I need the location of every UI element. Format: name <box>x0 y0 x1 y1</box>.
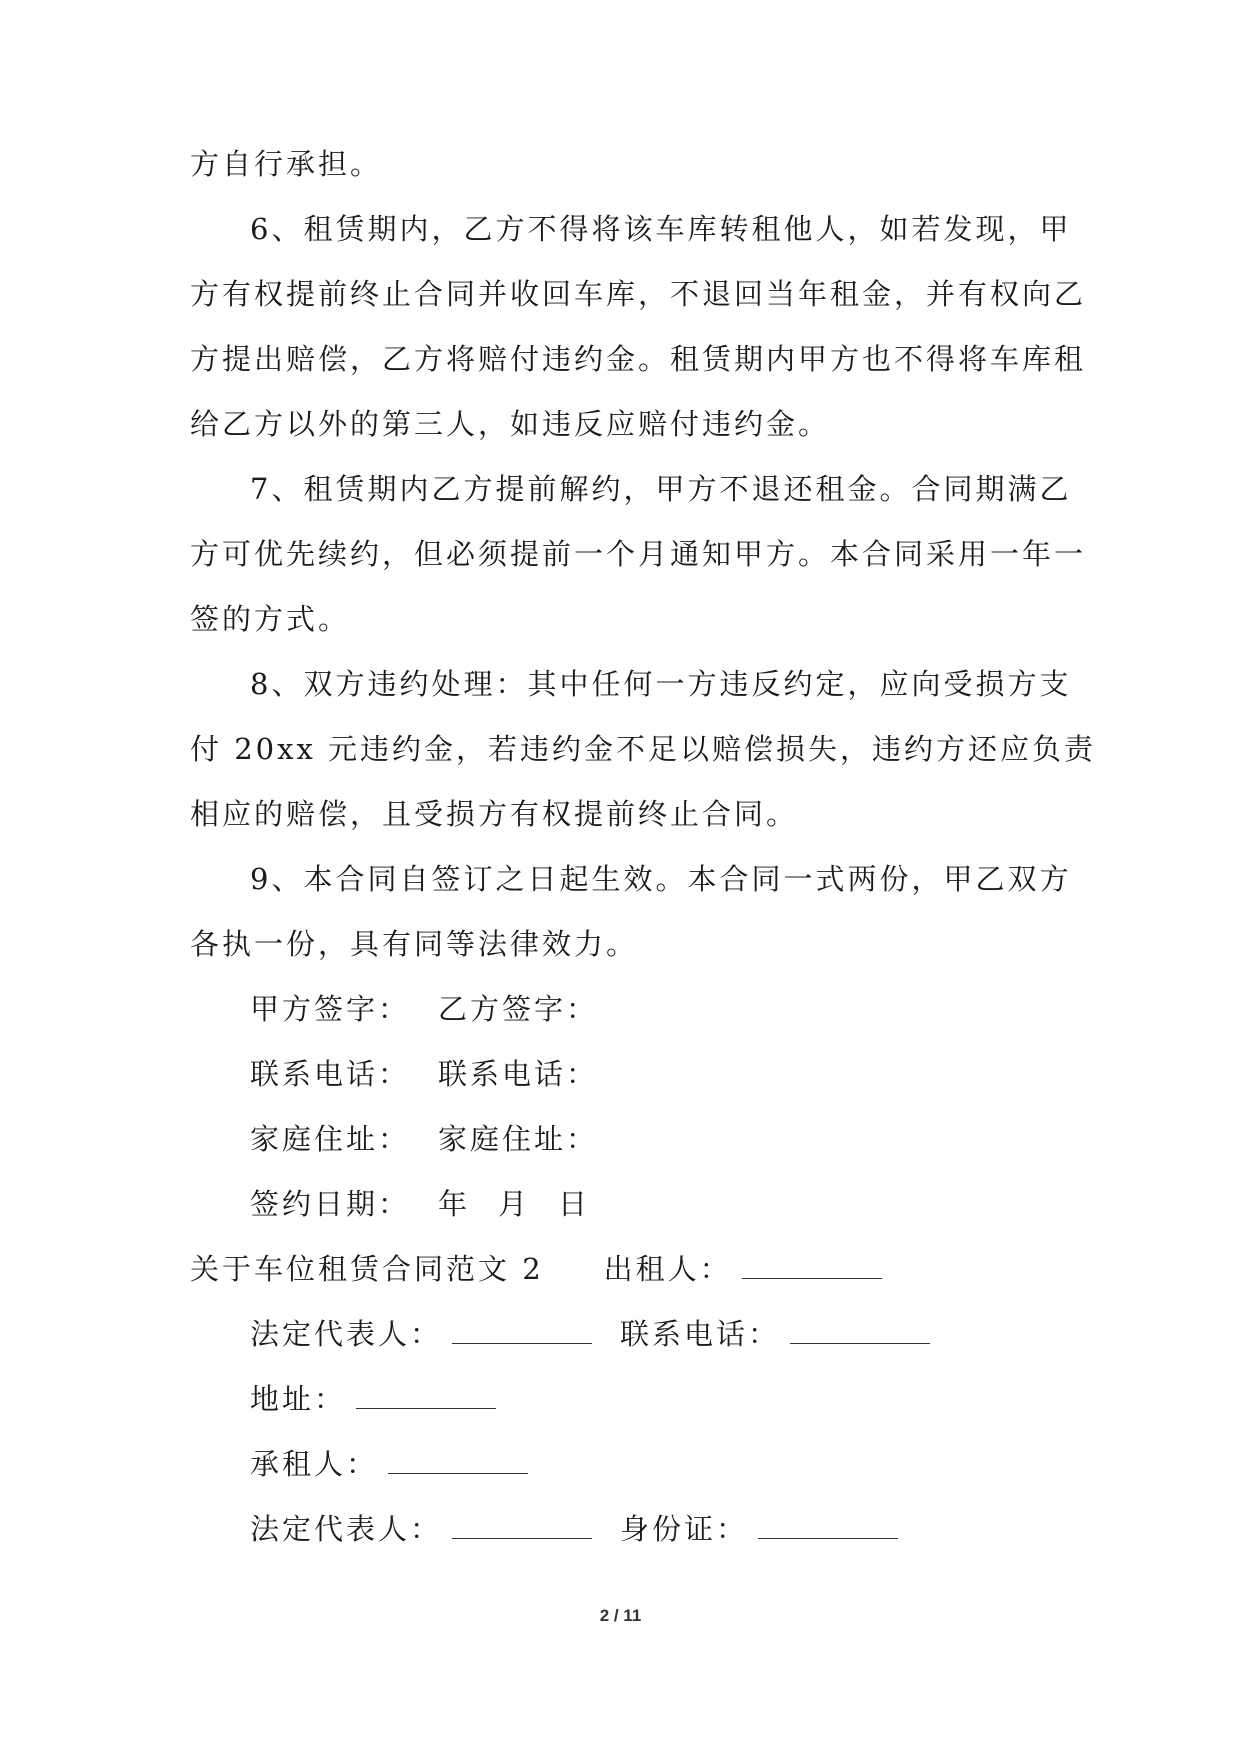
paragraph-9-line: 9、本合同自签订之日起生效。本合同一式两份，甲乙双方 <box>250 862 1072 896</box>
address-row-2 <box>190 1367 1050 1432</box>
paragraph-6-line: 6、租赁期内，乙方不得将该车库转租他人，如若发现，甲 <box>250 212 1072 246</box>
paragraph-6-line: 给乙方以外的第三人，如违反应赔付违约金。 <box>190 407 831 441</box>
date-year: 年 <box>438 1187 471 1221</box>
sign-date-label: 签约日期： <box>250 1187 411 1221</box>
paragraph-6-line: 方提出赔偿，乙方将赔付违约金。租赁期内甲方也不得将车库租 <box>190 342 1087 376</box>
lessor-label: 出租人： <box>603 1252 732 1286</box>
text-line: 方自行承担。 <box>190 147 383 181</box>
phone-row <box>190 1042 1050 1107</box>
paragraph-9-line: 各执一份，具有同等法律效力。 <box>190 927 639 961</box>
party-a-phone-label: 联系电话： <box>250 1057 411 1091</box>
legal-rep-blank-2 <box>452 1516 592 1539</box>
phone-label: 联系电话： <box>620 1317 781 1351</box>
page-number: 2 / 11 <box>599 1606 642 1625</box>
paragraph-8-line: 付 20xx 元违约金，若违约金不足以赔偿损失，违约方还应负责 <box>190 732 1097 766</box>
id-card-blank <box>758 1516 898 1539</box>
address-row <box>190 1107 1050 1172</box>
paragraph-8-line: 8、双方违约处理：其中任何一方违反约定，应向受损方支 <box>250 667 1072 701</box>
paragraph-6-line: 方有权提前终止合同并收回车库，不退回当年租金，并有权向乙 <box>190 277 1087 311</box>
lessor-blank <box>742 1256 882 1279</box>
party-a-address-label: 家庭住址： <box>250 1122 411 1156</box>
sample2-heading-row <box>190 1237 1050 1302</box>
date-day: 日 <box>558 1187 591 1221</box>
paragraph-7-line: 签的方式。 <box>190 602 351 636</box>
lessee-label: 承租人： <box>250 1447 379 1481</box>
phone-blank <box>790 1321 930 1344</box>
lessee-blank <box>388 1451 528 1474</box>
address-blank <box>356 1386 496 1409</box>
sample2-heading: 关于车位租赁合同范文 2 <box>190 1252 544 1286</box>
legal-rep-label-2: 法定代表人： <box>250 1512 443 1546</box>
paragraph-7-line: 方可优先续约，但必须提前一个月通知甲方。本合同采用一年一 <box>190 537 1087 571</box>
legal-rep-row-2 <box>190 1497 1050 1562</box>
party-a-sign-label: 甲方签字： <box>250 992 411 1026</box>
date-row <box>190 1172 1050 1237</box>
legal-rep-label: 法定代表人： <box>250 1317 443 1351</box>
document-body <box>190 132 1097 1562</box>
date-month: 月 <box>498 1187 531 1221</box>
party-b-address-label: 家庭住址： <box>438 1122 599 1156</box>
id-card-label: 身份证： <box>620 1512 749 1546</box>
legal-rep-row-1 <box>190 1302 1050 1367</box>
party-b-sign-label: 乙方签字： <box>438 992 599 1026</box>
party-b-phone-label: 联系电话： <box>438 1057 599 1091</box>
address-label: 地址： <box>250 1382 347 1416</box>
lessee-row <box>190 1432 1050 1497</box>
paragraph-7-line: 7、租赁期内乙方提前解约，甲方不退还租金。合同期满乙 <box>250 472 1072 506</box>
paragraph-8-line: 相应的赔偿，且受损方有权提前终止合同。 <box>190 797 799 831</box>
signature-row <box>190 977 1050 1042</box>
legal-rep-blank <box>452 1321 592 1344</box>
